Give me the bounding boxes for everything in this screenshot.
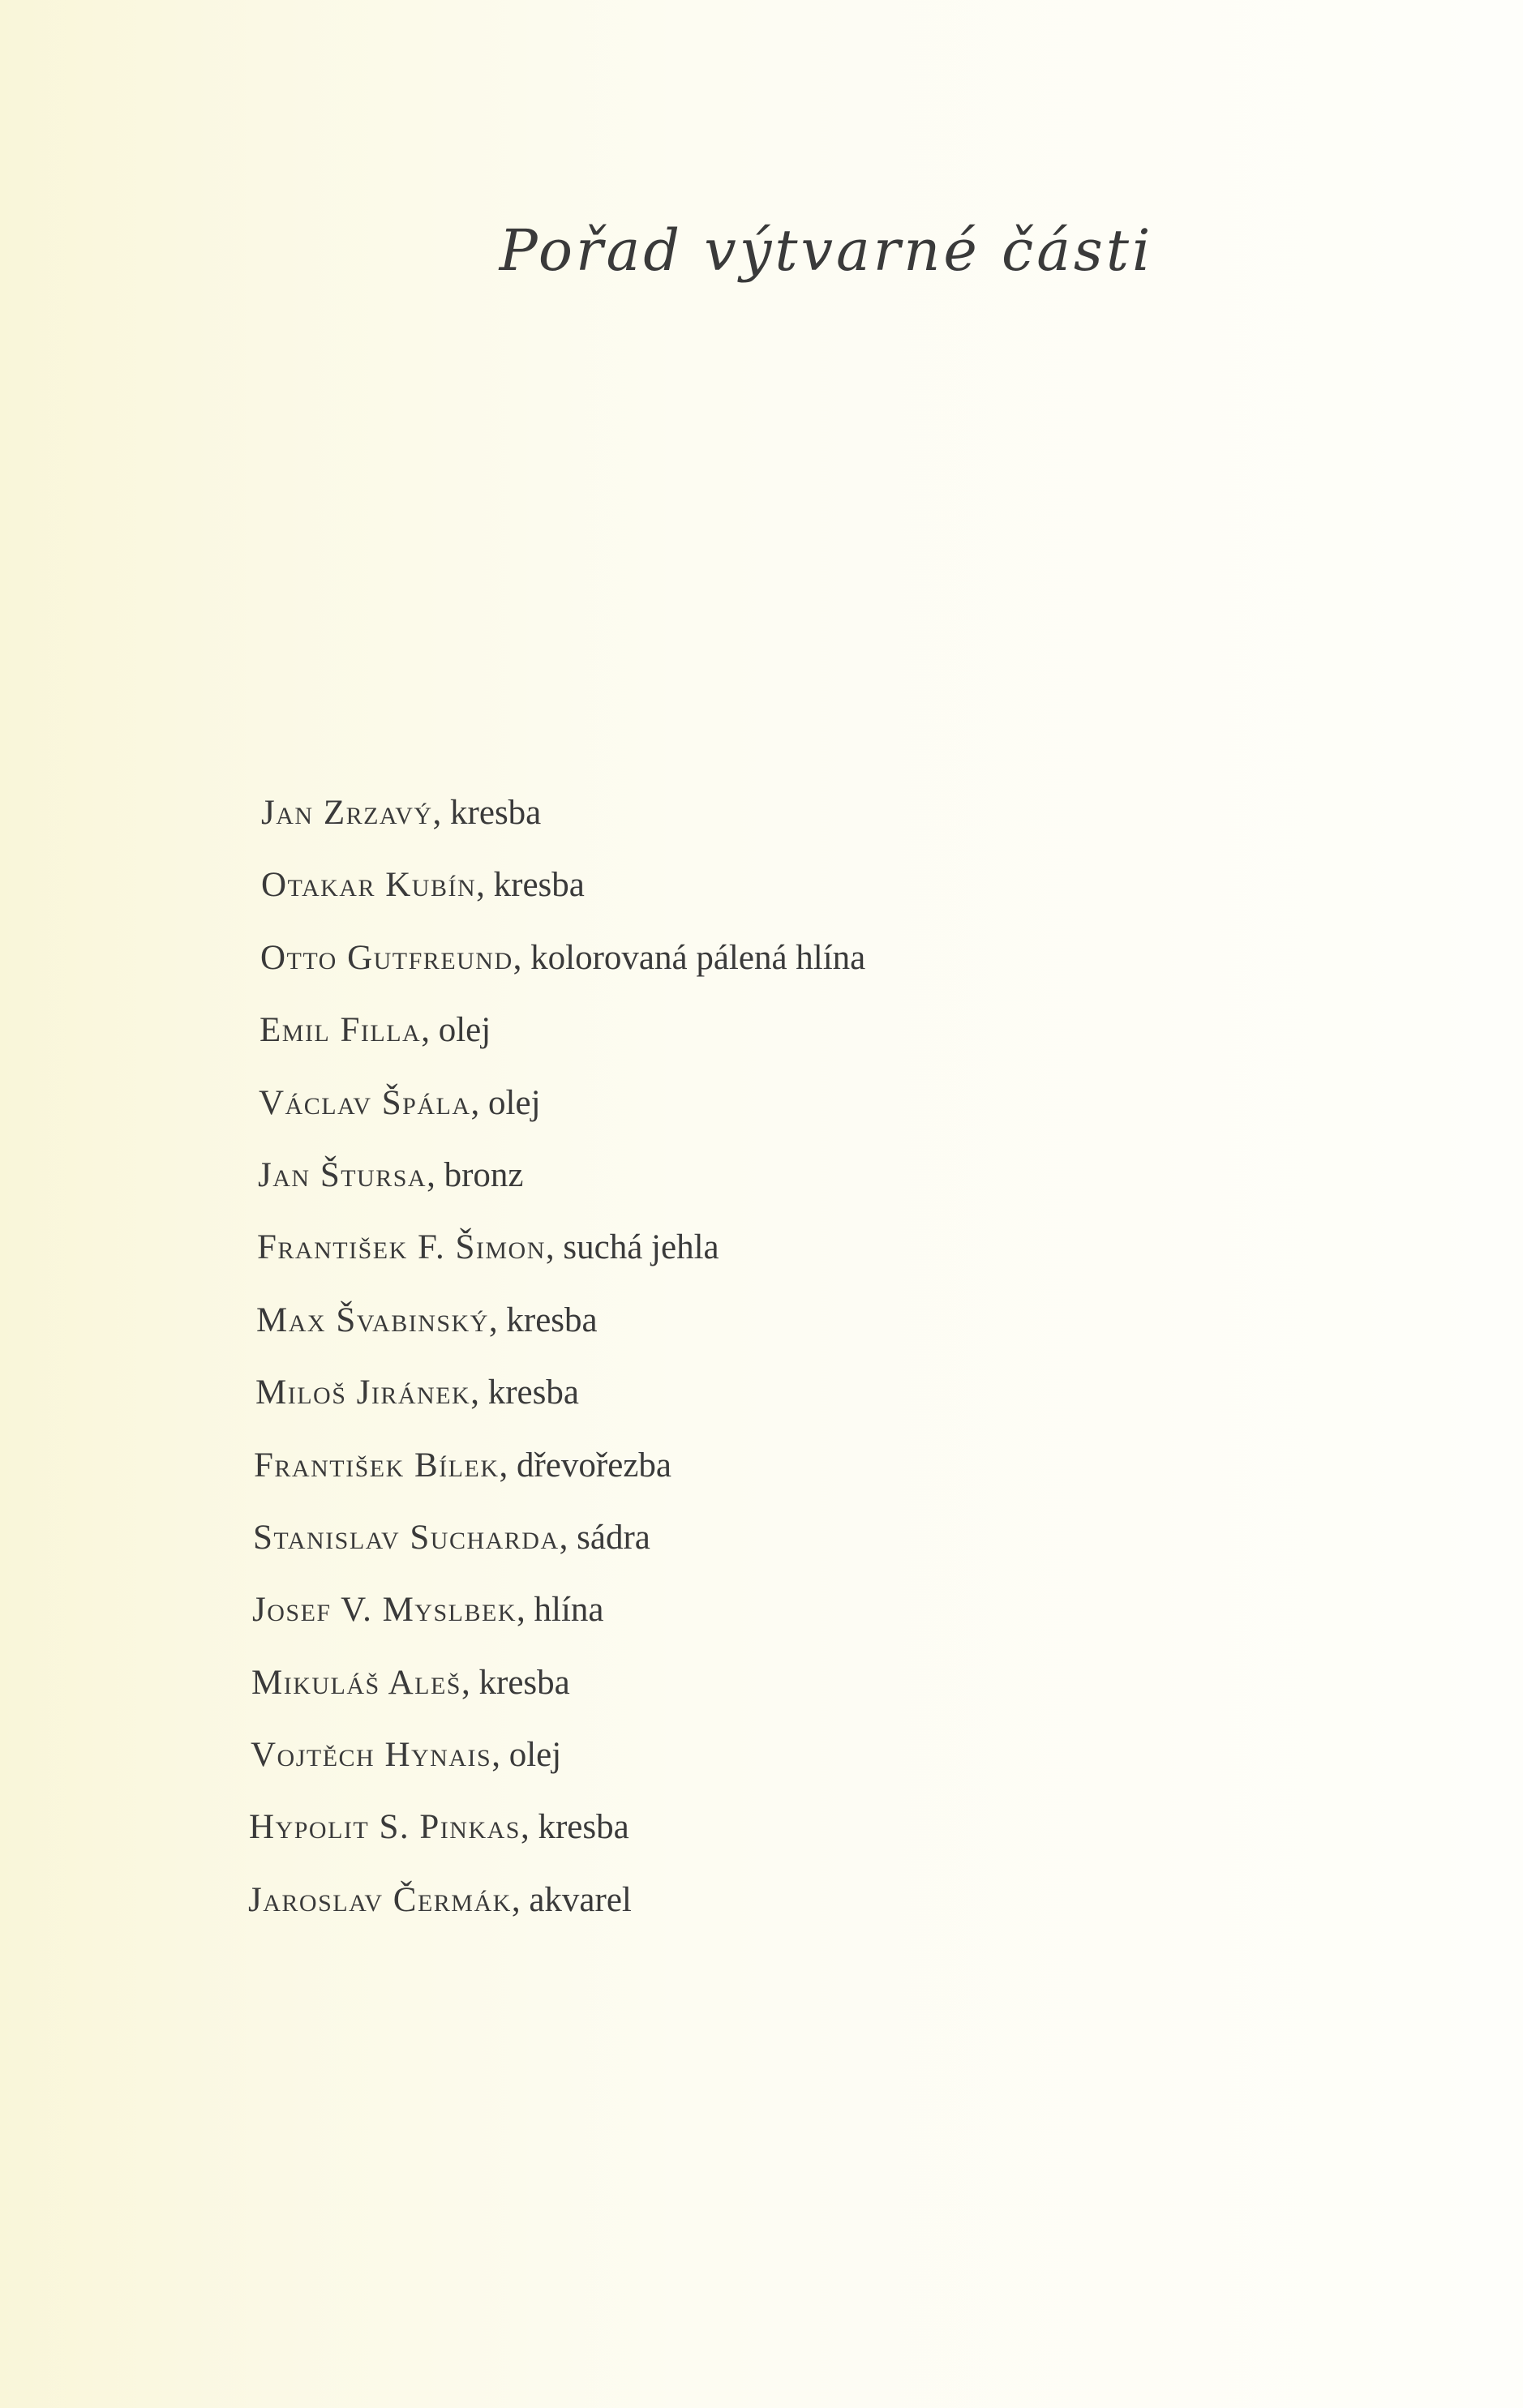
list-item: Otto Gutfreund, kolorovaná pálená hlína [260, 938, 866, 977]
list-item: Stanislav Sucharda, sádra [253, 1518, 650, 1557]
list-item: Josef V. Myslbek, hlína [252, 1591, 604, 1630]
list-item: Vojtěch Hynais, olej [251, 1736, 562, 1775]
artist-name: Hypolit S. Pinkas [249, 1808, 521, 1847]
list-item: František F. Šimon, suchá jehla [257, 1228, 719, 1267]
artist-name: Miloš Jiránek [255, 1373, 471, 1412]
artist-name: Jan Zrzavý [261, 794, 433, 832]
artwork-medium: kresba [450, 794, 542, 832]
artwork-list [0, 777, 1523, 1936]
artwork-medium: bronz [444, 1155, 524, 1194]
artwork-medium: olej [438, 1011, 491, 1050]
artist-name: Jaroslav Čermák [248, 1880, 512, 1919]
artist-name: Václav Špála [259, 1083, 471, 1122]
artist-name: Mikuláš Aleš [251, 1663, 461, 1702]
list-item: Max Švabinský, kresba [256, 1300, 598, 1339]
artwork-medium: olej [488, 1083, 541, 1122]
list-item: Emil Filla, olej [260, 1011, 491, 1050]
artist-name: Max Švabinský [256, 1300, 489, 1339]
list-item: Václav Špála, olej [259, 1083, 541, 1122]
artist-name: Josef V. Myslbek [252, 1591, 517, 1630]
list-item: František Bílek, dřevořezba [254, 1446, 671, 1485]
list-item: Jaroslav Čermák, akvarel [248, 1880, 632, 1919]
list-item: Mikuláš Aleš, kresba [251, 1663, 570, 1702]
list-item: Jan Štursa, bronz [258, 1155, 524, 1194]
artwork-medium: olej [508, 1736, 562, 1775]
artist-name: Otakar Kubín [261, 866, 477, 905]
artist-name: František Bílek [254, 1446, 500, 1485]
artist-name: Stanislav Sucharda [253, 1518, 560, 1557]
artwork-medium: dřevořezba [516, 1446, 671, 1485]
artwork-medium: kresba [493, 866, 585, 905]
list-item: Miloš Jiránek, kresba [255, 1373, 579, 1412]
artwork-medium: sádra [577, 1518, 650, 1557]
artist-name: Vojtěch Hynais [251, 1736, 492, 1775]
artwork-medium: akvarel [529, 1880, 632, 1919]
artwork-medium: kresba [487, 1373, 579, 1412]
artwork-medium: kolorovaná pálená hlína [530, 938, 866, 977]
artwork-medium: hlína [534, 1591, 604, 1630]
list-item: Jan Zrzavý, kresba [261, 794, 542, 832]
artist-name: Emil Filla [260, 1011, 422, 1050]
artwork-medium: kresba [478, 1663, 570, 1702]
list-item: Hypolit S. Pinkas, kresba [249, 1808, 629, 1847]
artist-name: Jan Štursa [258, 1155, 427, 1194]
artwork-medium: kresba [538, 1808, 629, 1847]
page-title: Pořad výtvarné části [499, 217, 1154, 284]
artist-name: František F. Šimon [257, 1228, 546, 1267]
artwork-medium: kresba [506, 1300, 598, 1339]
artwork-medium: suchá jehla [563, 1228, 719, 1267]
artist-name: Otto Gutfreund [260, 938, 513, 977]
list-item: Otakar Kubín, kresba [261, 866, 585, 905]
